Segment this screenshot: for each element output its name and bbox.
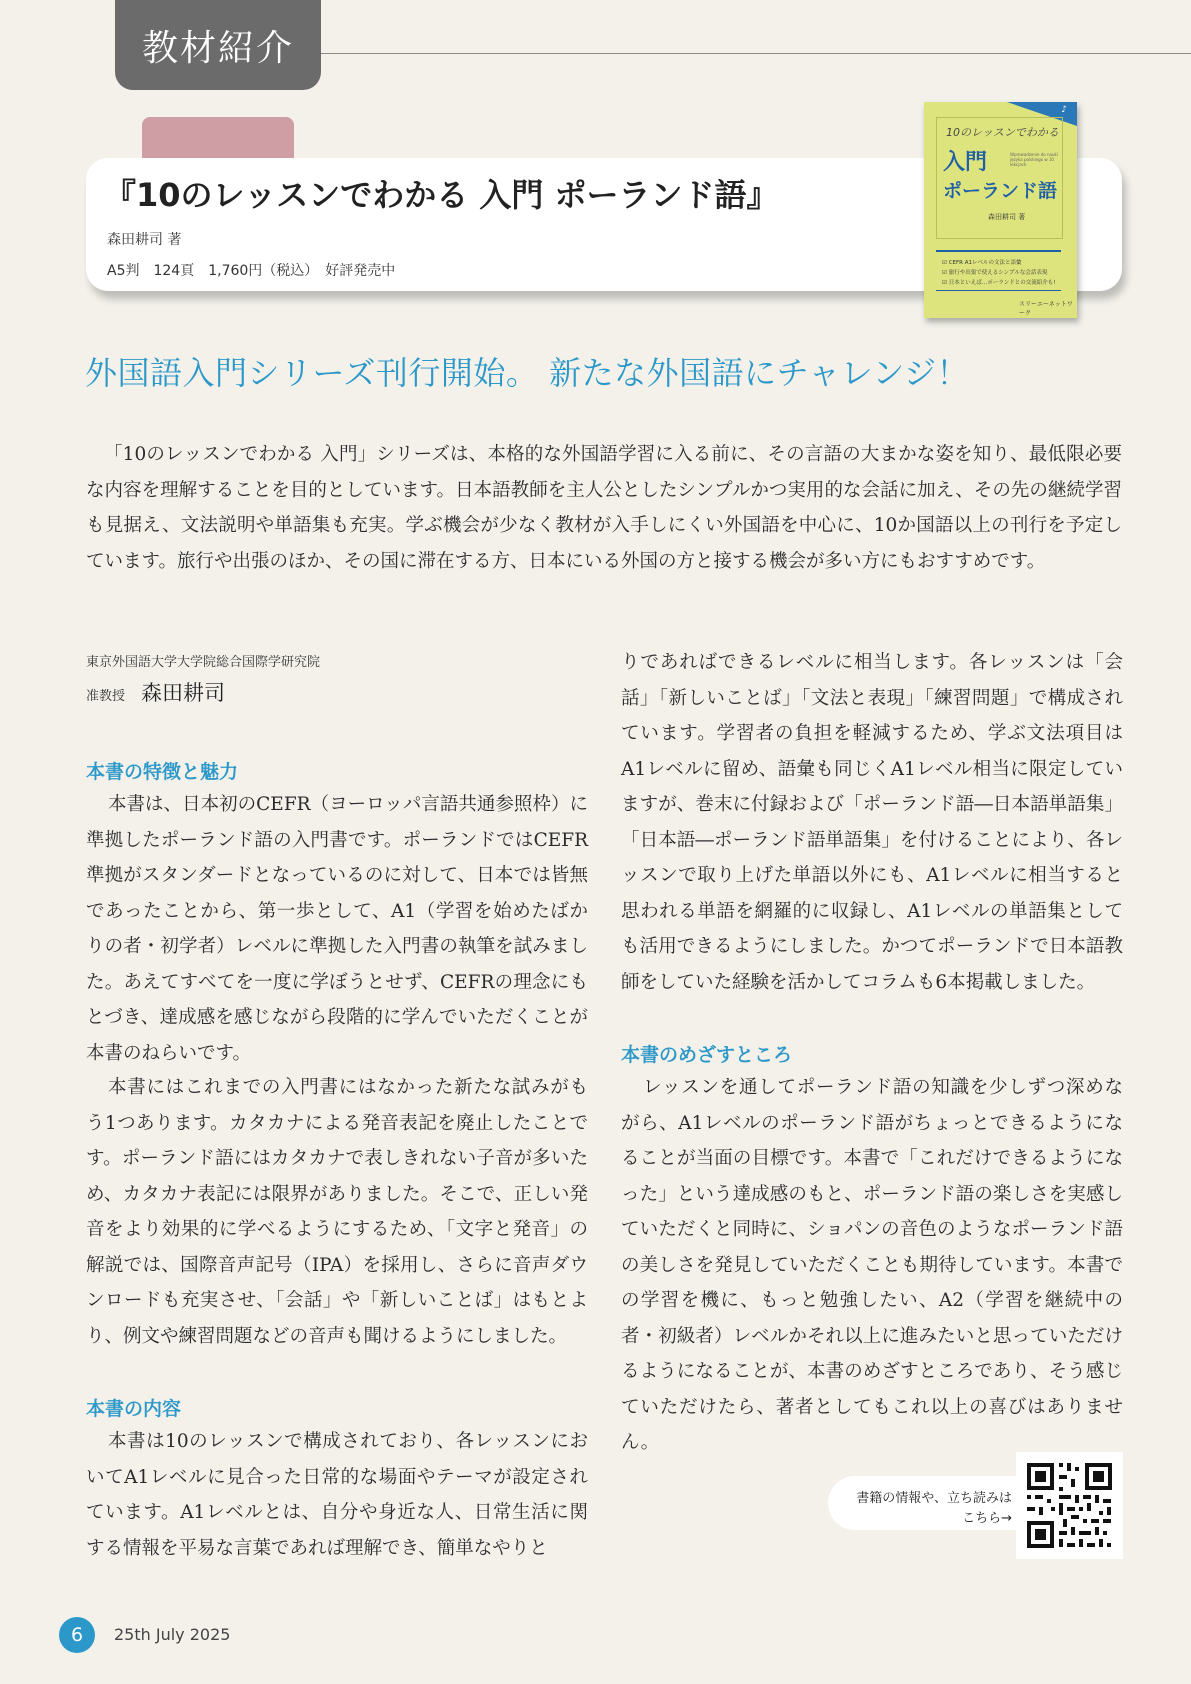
contents-paragraph: 本書は10のレッスンで構成されており、各レッスンにおいてA1レベルに見合った日常的な場面やテーマが設定されています。A1レベルとは、自分や身近な人、日常生活に関する情報を平易な言葉であれば理解でき、簡単なやりと xyxy=(86,1431,588,1559)
goal-heading: 本書のめざすところ xyxy=(621,1044,793,1066)
contents-paragraph-continued: りであればできるレベルに相当します。各レッスンは「会話」「新しいことば」「文法と表現」「練習問題」で構成されています。学習者の負担を軽減するため、学ぶ文法項目はA1レベルに留め、語彙も同じくA1レベル相当に限定していますが、巻末に付録および「ポーランド語―日本語単語集」「日本語―ポーランド語単語集」を付けることにより、各レッスンで取り上げた単語以外にも、A1レベルに相当すると思われる単語を網羅的に収録し、A1レベルの単語集としても活用できるようにしました。かつてポーランドで日本語教師をしていた経験を活かしてコラムも6本掲載しました。 xyxy=(621,652,1123,993)
qr-code-icon[interactable] xyxy=(1016,1452,1123,1559)
cover-bullet: ☑ CEFR A1レベルの文法と語彙 xyxy=(942,260,1022,266)
book-spec: A5判 124頁 1,760円（税込） 好評発売中 xyxy=(107,263,396,279)
cover-author: 森田耕司 著 xyxy=(988,213,1026,221)
cover-title-2: ポーランド語 xyxy=(943,180,1058,202)
issue-date: 25th July 2025 xyxy=(114,1625,231,1644)
goal-paragraph: レッスンを通してポーランド語の知識を少しずつ深めながら、A1レベルのポーランド語がちょっとできるようになることが当面の目標です。本書で「これだけできるようになった」という達成感のもと、ポーランド語の楽しさを実感していただくと同時に、ショパンの音色のようなポーランド語の美しさを発見していただくことも期待しています。本書での学習を機に、もっと勉強したい、A2（学習を継続中の者・初級者）レベルかそれ以上に進みたいと思っていただけるようになることが、本書のめざすところであり、そう感じていただけたら、著者としてもこれ以上の喜びはありません。 xyxy=(621,1077,1123,1453)
book-author: 森田耕司 著 xyxy=(107,232,182,248)
cover-title-1: 入門 xyxy=(943,150,988,175)
book-cover-image[interactable] xyxy=(924,102,1077,318)
cover-series: 10のレッスンでわかる xyxy=(946,126,1059,139)
qr-code-graphic xyxy=(1016,1452,1123,1559)
lead-paragraph: 「10のレッスンでわかる 入門」シリーズは、本格的な外国語学習に入る前に、その言語の大まかな姿を知り、最低限必要な内容を理解することを目的としています。日本語教師を主人公としたシンプルかつ実用的な会話に加え、その先の継続学習も見据え、文法説明や単語集も充実。学ぶ機会が少なく教材が入手しにくい外国語を中心に、10か国語以上の刊行を予定しています。旅行や出張のほか、その国に滞在する方、日本にいる外国の方と接する機会が多い方にもおすすめです。 xyxy=(86,444,1122,572)
headline: 外国語入門シリーズ刊行開始。 新たな外国語にチャレンジ！ xyxy=(85,354,970,392)
features-paragraph-2: 本書にはこれまでの入門書にはなかった新たな試みがもう1つあります。カタカナによる発音表記を廃止したことです。ポーランド語にはカタカナで表しきれない子音が多いため、カタカナ表記には限界がありました。そこで、正しい発音をより効果的に学べるようにするため、「文字と発音」の解説では、国際音声記号（IPA）を採用し、さらに音声ダウンロードも充実させ、「会話」や「新しいことば」はもとより、例文や練習問題などの音声も聞けるようにしました。 xyxy=(86,1077,588,1347)
cover-rule xyxy=(936,250,1061,252)
qr-caption-line-1: 書籍の情報や、立ち読みは xyxy=(856,1491,1012,1506)
page-number: 6 xyxy=(59,1617,95,1653)
author-name: 森田耕司 xyxy=(141,681,225,705)
cover-bullet: ☑ 日本といえば…ポーランドとの交流紹介も! xyxy=(942,280,1056,286)
features-heading: 本書の特徴と魅力 xyxy=(86,761,239,783)
book-title: 『10のレッスンでわかる 入門 ポーランド語』 xyxy=(104,176,779,214)
author-affiliation: 東京外国語大学大学院総合国際学研究院 xyxy=(86,655,321,670)
qr-caption-line-2: こちら→ xyxy=(962,1511,1012,1526)
cover-subtitle: Wprowadzenie do nauki języka polskiego w 10 lekcjach xyxy=(1010,152,1058,167)
features-paragraph-1: 本書は、日本初のCEFR（ヨーロッパ言語共通参照枠）に準拠したポーランド語の入門書です。ポーランドではCEFR準拠がスタンダードとなっているのに対して、日本では皆無であったことから、第一歩として、A1（学習を始めたばかりの者・初学者）レベルに準拠した入門書の執筆を試みました。あえてすべてを一度に学ぼうとせず、CEFRの理念にもとづき、達成感を感じながら段階的に学んでいただくことが本書のねらいです。 xyxy=(86,794,588,1064)
section-divider xyxy=(321,53,1191,54)
author-position: 准教授 xyxy=(86,689,126,704)
audio-icon: ♪ xyxy=(1061,105,1067,115)
section-tab: 教材紹介 xyxy=(115,0,321,90)
cover-bullets xyxy=(942,258,1055,288)
cover-rule-thin xyxy=(936,290,1061,291)
contents-heading: 本書の内容 xyxy=(86,1398,182,1420)
cover-publisher: スリーエーネットワーク xyxy=(1019,301,1073,317)
cover-bullet: ☑ 旅行や出張で使えるシンプルな会話表現 xyxy=(942,270,1048,276)
